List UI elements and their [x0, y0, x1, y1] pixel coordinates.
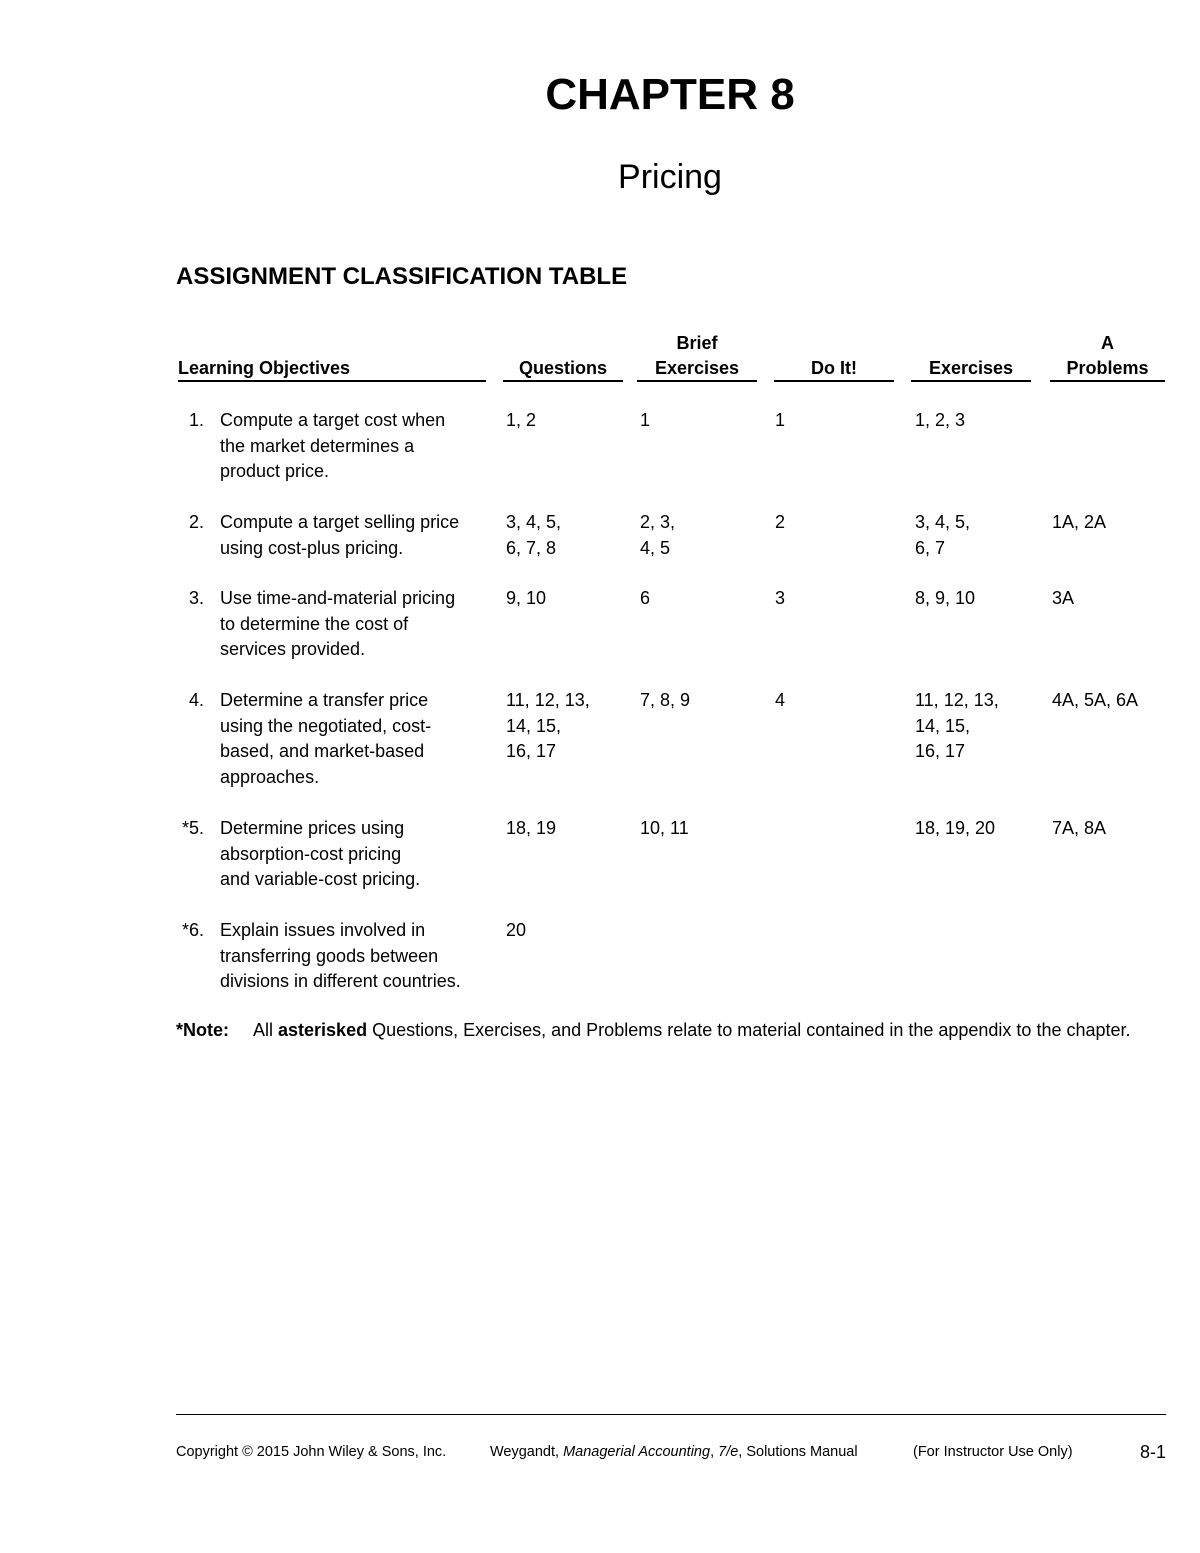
- note-text-pre: All: [253, 1020, 279, 1040]
- objective-number: *6.: [181, 920, 204, 940]
- questions-cell: 1, 2: [506, 410, 537, 430]
- problems-cell: 7A, 8A: [1052, 818, 1107, 838]
- brief-exercises-cell: 6: [640, 588, 651, 608]
- objective-number: 3.: [188, 588, 204, 608]
- brief-exercises-cell: 2, 3, 4, 5: [640, 512, 676, 558]
- header-a-top: A: [1101, 333, 1114, 353]
- questions-cell: 11, 12, 13, 14, 15, 16, 17: [506, 690, 590, 761]
- note-text-bold: asterisked: [278, 1020, 368, 1040]
- footer-usage: (For Instructor Use Only): [913, 1444, 1073, 1460]
- questions-cell: 3, 4, 5, 6, 7, 8: [506, 512, 562, 558]
- note-label: *Note:: [176, 1020, 229, 1040]
- questions-cell: 20: [506, 920, 527, 940]
- questions-cell: 9, 10: [506, 588, 547, 608]
- exercises-cell: 11, 12, 13, 14, 15, 16, 17: [915, 690, 999, 761]
- objective-number: *5.: [181, 818, 204, 838]
- exercises-cell: 1, 2, 3: [915, 410, 966, 430]
- header-questions: Questions: [518, 358, 607, 378]
- footer-author: Weygandt,: [490, 1444, 560, 1460]
- objective-text: Determine prices using absorption-cost pricing and variable-cost pricing.: [220, 818, 421, 889]
- do-it-cell: 2: [775, 512, 786, 532]
- problems-cell: 3A: [1052, 588, 1075, 608]
- do-it-cell: 4: [775, 690, 786, 710]
- header-do-it: Do It!: [811, 358, 857, 378]
- header-learning-objectives: Learning Objectives: [178, 358, 351, 378]
- brief-exercises-cell: 10, 11: [640, 818, 689, 838]
- footer-book-title: Weygandt, Managerial Accounting, 7/e, Solutions Manual: [490, 1444, 858, 1460]
- do-it-cell: 1: [775, 410, 786, 430]
- header-rule: [178, 380, 486, 382]
- objective-text: Use time-and-material pricing to determine the cost of services provided.: [220, 588, 456, 659]
- header-rule: [774, 380, 894, 382]
- chapter-heading: CHAPTER 8: [545, 70, 795, 119]
- header-rule: [637, 380, 757, 382]
- header-problems: Problems: [1066, 358, 1149, 378]
- header-brief-top: Brief: [676, 333, 718, 353]
- problems-cell: 4A, 5A, 6A: [1052, 690, 1139, 710]
- header-rule: [1050, 380, 1165, 382]
- note-text: [253, 1018, 1165, 1044]
- header-brief-bottom: Exercises: [654, 358, 740, 378]
- objective-text: Explain issues involved in transferring goods between divisions in different countries.: [220, 920, 461, 991]
- header-exercises: Exercises: [928, 358, 1014, 378]
- chapter-subtitle: Pricing: [618, 158, 722, 196]
- objective-text: Determine a transfer price using the negotiated, cost- based, and market-based approaches.: [220, 690, 432, 787]
- footer-book: Managerial Accounting: [563, 1444, 711, 1460]
- section-title: ASSIGNMENT CLASSIFICATION TABLE: [176, 263, 628, 290]
- objective-text: Compute a target cost when the market determines a product price.: [220, 410, 446, 481]
- exercises-cell: 18, 19, 20: [915, 818, 996, 838]
- do-it-cell: 3: [775, 588, 786, 608]
- page-number: 8-1: [1139, 1442, 1166, 1462]
- exercises-cell: 8, 9, 10: [915, 588, 976, 608]
- exercises-cell: 3, 4, 5, 6, 7: [915, 512, 971, 558]
- problems-cell: 1A, 2A: [1052, 512, 1107, 532]
- brief-exercises-cell: 7, 8, 9: [640, 690, 691, 710]
- footer-copyright: Copyright © 2015 John Wiley & Sons, Inc.: [176, 1444, 447, 1460]
- objective-number: 2.: [188, 512, 204, 532]
- objective-number: 4.: [188, 690, 204, 710]
- footer-manual: , Solutions Manual: [738, 1444, 858, 1460]
- header-rule: [503, 380, 623, 382]
- objective-text: Compute a target selling price using cost-plus pricing.: [220, 512, 460, 558]
- header-rule: [911, 380, 1031, 382]
- brief-exercises-cell: 1: [640, 410, 651, 430]
- footer-edition: 7/e: [718, 1444, 739, 1460]
- footer-rule: [176, 1414, 1166, 1415]
- objective-number: 1.: [188, 410, 204, 430]
- questions-cell: 18, 19: [506, 818, 557, 838]
- note-text-post: Questions, Exercises, and Problems relate to material contained in the appendix to the chapter.: [367, 1020, 1131, 1040]
